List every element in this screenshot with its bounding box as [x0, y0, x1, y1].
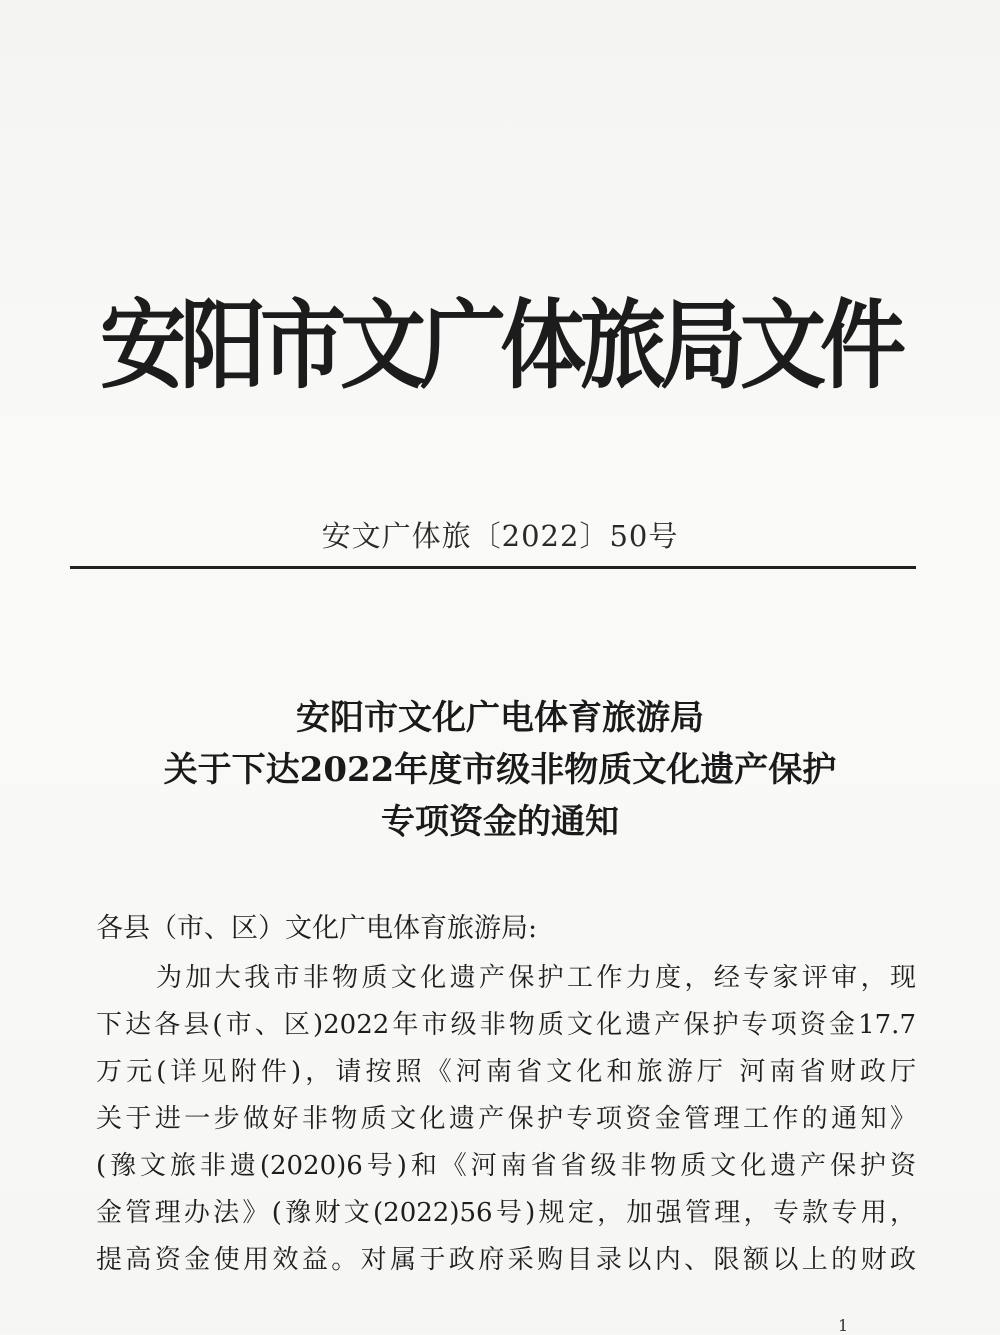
notice-title-line: 安阳市文化广电体育旅游局	[296, 698, 704, 738]
salutation: 各县（市、区）文化广电体育旅游局:	[96, 913, 538, 944]
header-divider	[70, 566, 916, 569]
body-line: 下达各县(市、区)2022年市级非物质文化遗产保护专项资金17.7	[96, 1010, 916, 1040]
body-line: 提高资金使用效益。对属于政府采购目录以内、限额以上的财政	[96, 1245, 916, 1275]
body-line: (豫文旅非遗(2020)6号)和《河南省省级非物质文化遗产保护资	[96, 1151, 916, 1181]
body-paragraph	[96, 955, 916, 1284]
notice-title-line: 关于下达2022年度市级非物质文化遗产保护	[163, 750, 837, 790]
body-line: 金管理办法》(豫财文(2022)56号)规定，加强管理，专款专用，	[96, 1198, 916, 1228]
notice-title	[60, 692, 940, 848]
issuer-header-title: 安阳市文广体旅局文件	[100, 289, 900, 403]
body-line: 关于进一步做好非物质文化遗产保护专项资金管理工作的通知》	[96, 1104, 916, 1134]
body-line: 为加大我市非物质文化遗产保护工作力度，经专家评审，现	[156, 963, 916, 993]
page-number: 1	[838, 1316, 849, 1335]
notice-title-line: 专项资金的通知	[381, 802, 619, 842]
body-line: 万元(详见附件)，请按照《河南省文化和旅游厅 河南省财政厅	[96, 1057, 916, 1087]
document-number: 安文广体旅〔2022〕50号	[321, 519, 679, 553]
